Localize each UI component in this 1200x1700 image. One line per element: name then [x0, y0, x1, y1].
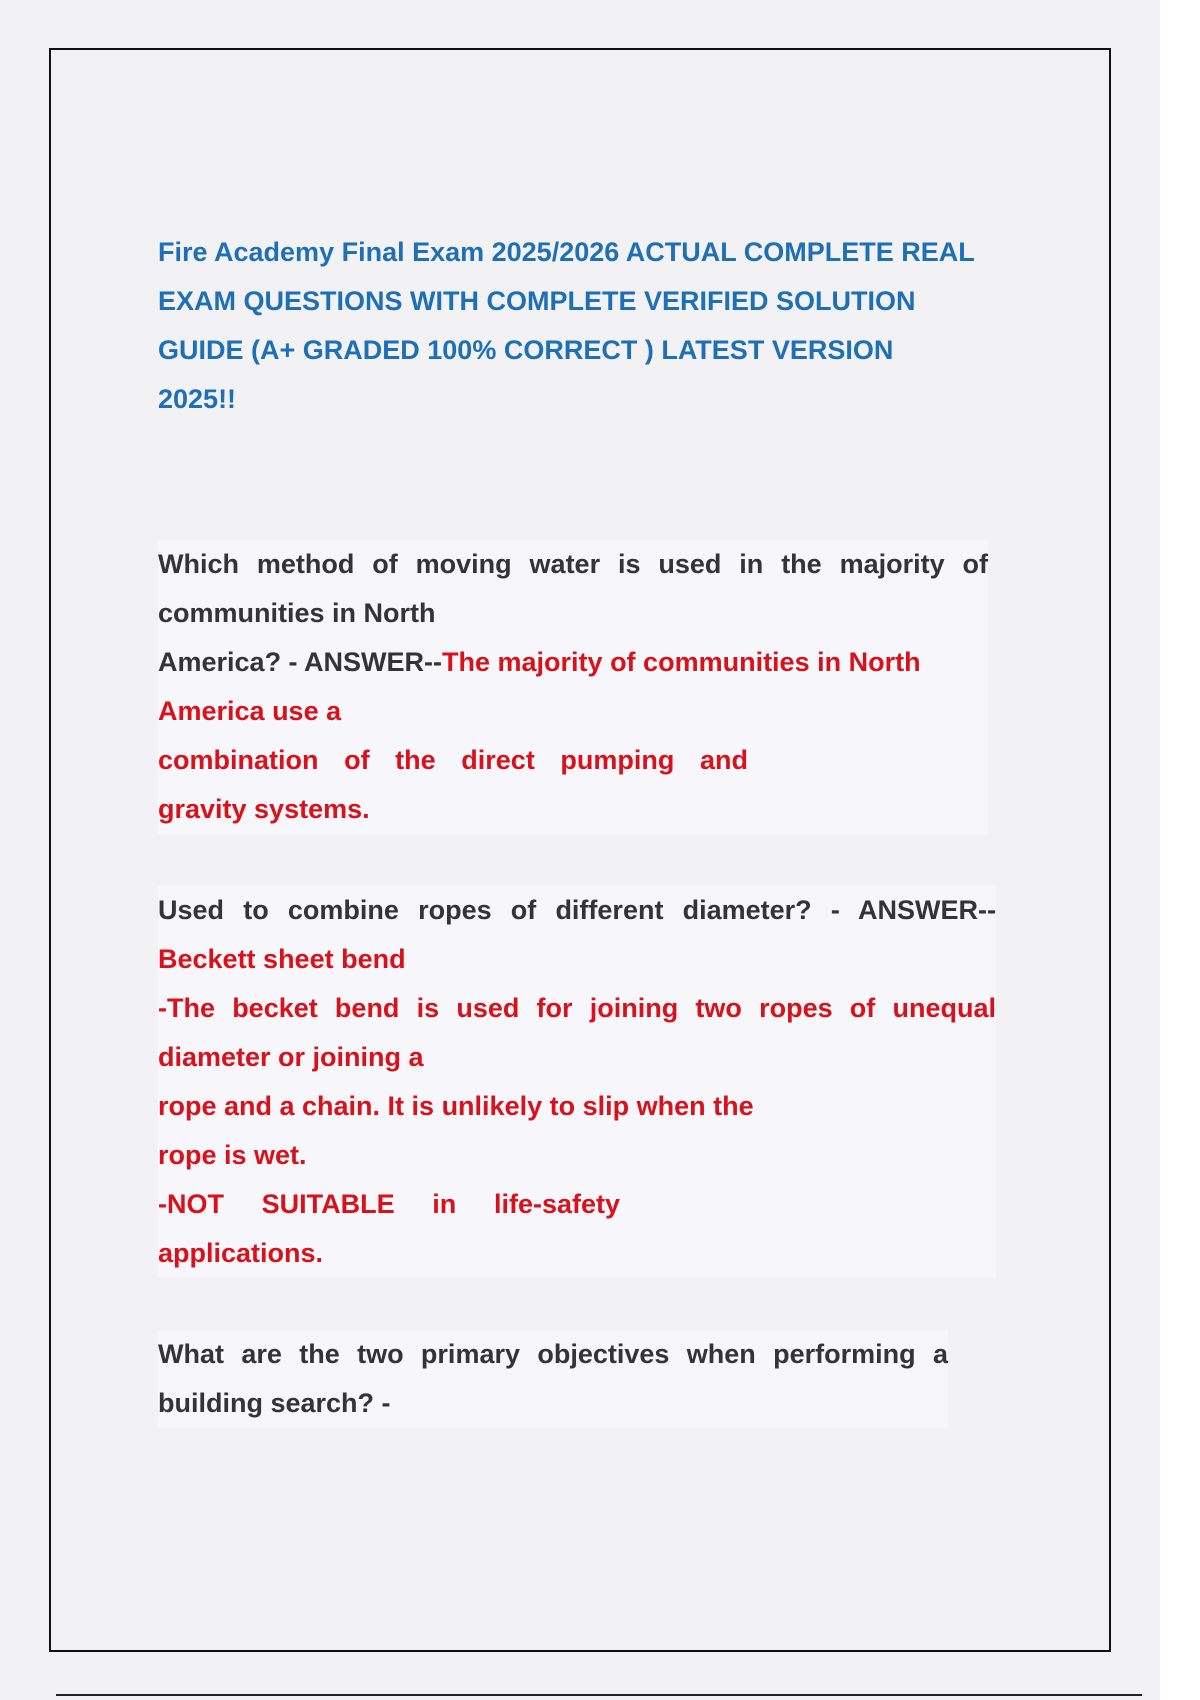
title-line: GUIDE (A+ GRADED 100% CORRECT ) LATEST VERSION — [158, 335, 894, 365]
answer-text: The majority of communities in North — [442, 647, 921, 677]
answer-text: diameter or joining a — [158, 1042, 424, 1072]
question-text: Used to combine ropes of different diameter? - ANSWER-- — [158, 895, 996, 925]
answer-text: America use a — [158, 696, 342, 726]
document-content — [158, 228, 1018, 1428]
bottom-rule — [56, 1694, 1142, 1696]
question-block — [158, 1330, 948, 1428]
question-text: America? - ANSWER-- — [158, 647, 443, 677]
title-line: EXAM QUESTIONS WITH COMPLETE VERIFIED SOLUTION — [158, 286, 916, 316]
question-text: Which method of moving water is used in the majority of — [158, 549, 988, 579]
answer-text: rope and a chain. It is unlikely to slip when the — [158, 1091, 754, 1121]
question-text: What are the two primary objectives when performing a — [158, 1339, 948, 1369]
document-title — [158, 228, 1018, 424]
question-text: building search? - — [158, 1388, 391, 1418]
answer-text: -The becket bend is used for joining two ropes of unequal — [158, 993, 996, 1023]
title-line: 2025!! — [158, 384, 237, 414]
title-line: Fire Academy Final Exam 2025/2026 ACTUAL COMPLETE REAL — [158, 237, 975, 267]
question-answer-line — [158, 638, 988, 687]
answer-text: rope is wet. — [158, 1140, 307, 1170]
answer-text: gravity systems. — [158, 794, 370, 824]
answer-text: combination of the direct pumping and — [158, 745, 748, 775]
question-block — [158, 886, 996, 1278]
page-right-margin — [1160, 0, 1200, 1700]
answer-text: Beckett sheet bend — [158, 944, 406, 974]
answer-text: -NOT SUITABLE in life-safety — [158, 1189, 620, 1219]
answer-text: applications. — [158, 1238, 324, 1268]
question-block — [158, 540, 988, 834]
question-text: communities in North — [158, 598, 436, 628]
